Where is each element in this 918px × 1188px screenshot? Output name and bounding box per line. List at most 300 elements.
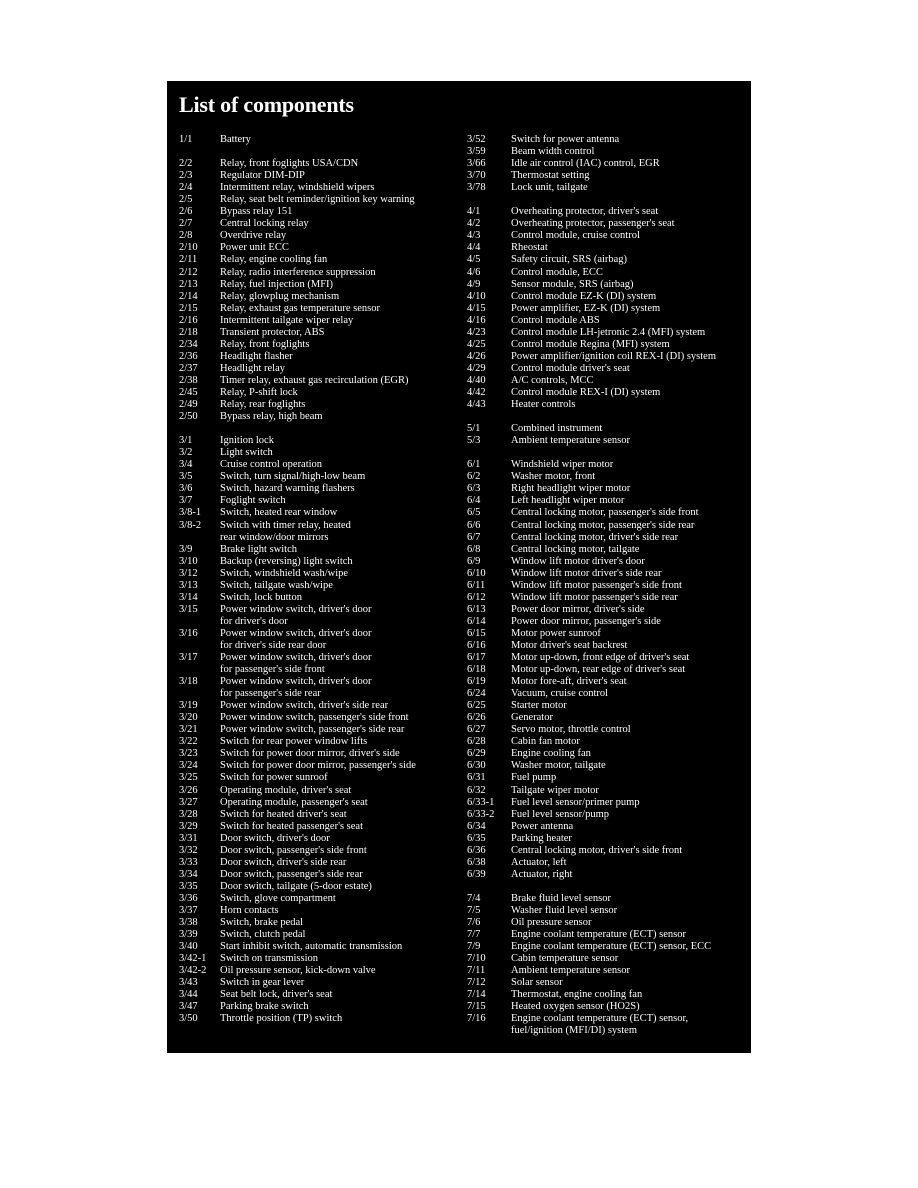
component-code: 4/42 xyxy=(467,386,486,398)
component-description: Combined instrument xyxy=(511,423,603,435)
component-code: 2/34 xyxy=(179,338,198,350)
component-row xyxy=(467,1025,749,1037)
component-description: Power window switch, passenger's side front xyxy=(220,712,409,724)
component-code: 6/24 xyxy=(467,688,486,700)
component-code: 7/5 xyxy=(467,905,481,916)
component-row xyxy=(179,688,459,700)
component-row xyxy=(467,291,749,303)
component-row xyxy=(467,459,749,471)
component-row xyxy=(179,146,459,158)
component-code: 1/1 xyxy=(179,134,193,145)
component-row xyxy=(179,821,459,833)
component-code: 4/15 xyxy=(467,302,486,314)
component-code: 2/50 xyxy=(179,411,198,423)
component-row xyxy=(467,218,749,230)
component-row xyxy=(179,809,459,821)
component-row xyxy=(179,628,459,640)
component-row xyxy=(467,748,749,760)
component-description: Door switch, passenger's side front xyxy=(220,844,367,856)
component-description: Control module EZ-K (DI) system xyxy=(511,290,657,302)
component-description: Window lift motor driver's side rear xyxy=(511,567,662,579)
component-row xyxy=(467,869,749,881)
component-code: 4/6 xyxy=(467,266,481,278)
component-code: 3/38 xyxy=(179,917,198,929)
components-panel xyxy=(167,81,751,1053)
component-code: 3/29 xyxy=(179,820,198,832)
component-description: Cabin temperature sensor xyxy=(511,953,619,965)
component-description: Switch, turn signal/high-low beam xyxy=(220,471,366,483)
component-row xyxy=(467,821,749,833)
component-code: 6/1 xyxy=(467,459,481,471)
component-code: 3/12 xyxy=(179,567,198,579)
component-description: Overheating protector, passenger's seat xyxy=(511,218,675,230)
component-code: 6/15 xyxy=(467,627,486,639)
component-code: 2/45 xyxy=(179,386,198,398)
component-row xyxy=(179,568,459,580)
component-description: Motor driver's seat backrest xyxy=(511,639,628,651)
component-row xyxy=(467,797,749,809)
component-code: 3/14 xyxy=(179,591,198,603)
component-description: Operating module, passenger's seat xyxy=(220,796,368,808)
component-row xyxy=(467,736,749,748)
component-code: 3/8-1 xyxy=(179,507,202,519)
component-description: Window lift motor driver's door xyxy=(511,555,645,567)
component-code: 6/5 xyxy=(467,507,481,519)
component-row xyxy=(467,688,749,700)
component-row xyxy=(179,182,459,194)
component-row xyxy=(467,194,749,206)
component-row xyxy=(467,965,749,977)
component-description: Parking brake switch xyxy=(220,1001,309,1013)
component-code: 3/7 xyxy=(179,495,193,507)
component-description: Oil pressure sensor, kick-down valve xyxy=(220,965,376,977)
component-row xyxy=(467,917,749,929)
component-description: Operating module, driver's seat xyxy=(220,784,352,796)
component-row xyxy=(467,206,749,218)
component-code: 6/35 xyxy=(467,832,486,844)
component-row xyxy=(467,387,749,399)
component-description: Actuator, right xyxy=(511,868,573,880)
component-row xyxy=(179,785,459,797)
component-row xyxy=(179,158,459,170)
component-description: Rheostat xyxy=(511,242,548,254)
component-code: 5/3 xyxy=(467,435,481,447)
component-description: Motor power sunroof xyxy=(511,627,601,639)
component-row xyxy=(467,471,749,483)
component-description: Overheating protector, driver's seat xyxy=(511,206,659,218)
component-description: Central locking motor, passenger's side rear xyxy=(511,519,695,531)
component-description: Central locking motor, driver's side rear xyxy=(511,531,679,543)
component-row xyxy=(467,315,749,327)
component-code: 2/8 xyxy=(179,230,193,242)
component-code: 3/24 xyxy=(179,760,198,772)
component-row xyxy=(467,303,749,315)
component-code: 4/26 xyxy=(467,350,486,362)
component-description: Overdrive relay xyxy=(220,230,287,242)
component-description: Solar sensor xyxy=(511,977,563,989)
component-code: 5/1 xyxy=(467,423,481,435)
component-code: 6/39 xyxy=(467,868,486,880)
component-code: 3/19 xyxy=(179,700,198,712)
component-code: 6/6 xyxy=(467,519,481,531)
component-row xyxy=(467,507,749,519)
component-code: 2/2 xyxy=(179,158,193,170)
component-row xyxy=(179,616,459,628)
component-description: Engine coolant temperature (ECT) sensor, ECC xyxy=(511,941,712,953)
component-code: 3/18 xyxy=(179,676,198,688)
component-code: 3/36 xyxy=(179,892,198,904)
component-description: Power door mirror, passenger's side xyxy=(511,615,661,627)
component-code: 3/13 xyxy=(179,579,198,591)
component-row xyxy=(179,845,459,857)
component-code: 6/2 xyxy=(467,471,481,483)
component-row xyxy=(467,182,749,194)
component-description: Relay, rear foglights xyxy=(220,399,306,411)
component-row xyxy=(179,351,459,363)
component-code: 7/11 xyxy=(467,965,486,977)
component-code: 3/66 xyxy=(467,158,486,170)
component-row xyxy=(467,363,749,375)
component-description: Oil pressure sensor xyxy=(511,917,592,929)
component-code: 3/43 xyxy=(179,977,198,989)
component-code: 6/33-2 xyxy=(467,808,495,820)
component-code: 2/11 xyxy=(179,254,198,266)
component-code: 3/23 xyxy=(179,748,198,760)
component-row xyxy=(467,1013,749,1025)
component-code: 4/4 xyxy=(467,242,481,254)
component-code: 3/26 xyxy=(179,784,198,796)
component-row xyxy=(467,267,749,279)
page-title: List of components xyxy=(179,92,354,117)
component-row xyxy=(467,760,749,772)
component-description: Door switch, driver's side rear xyxy=(220,856,347,868)
component-description: Switch for power sunroof xyxy=(220,772,328,784)
component-row xyxy=(179,339,459,351)
component-description: Motor up-down, rear edge of driver's seat xyxy=(511,664,686,676)
component-row xyxy=(179,965,459,977)
component-row xyxy=(467,700,749,712)
component-code: 3/52 xyxy=(467,134,486,145)
component-code: 6/30 xyxy=(467,760,486,772)
component-description: Switch for power door mirror, passenger's side xyxy=(220,760,416,772)
component-code: 3/33 xyxy=(179,856,198,868)
component-code: 4/23 xyxy=(467,326,486,338)
component-description: Relay, radio interference suppression xyxy=(220,266,376,278)
component-row xyxy=(179,833,459,845)
component-description: Washer motor, tailgate xyxy=(511,760,606,772)
component-row xyxy=(467,676,749,688)
component-description: Window lift motor passenger's side front xyxy=(511,579,682,591)
component-code: 7/10 xyxy=(467,953,486,965)
component-description: Engine coolant temperature (ECT) sensor xyxy=(511,929,686,941)
component-row xyxy=(179,640,459,652)
component-row xyxy=(179,760,459,772)
component-description: Starter motor xyxy=(511,700,567,712)
component-row xyxy=(179,712,459,724)
component-code: 2/14 xyxy=(179,290,198,302)
component-description: A/C controls, MCC xyxy=(511,374,594,386)
component-description: Relay, fuel injection (MFI) xyxy=(220,278,334,290)
component-row xyxy=(179,495,459,507)
component-code: 7/12 xyxy=(467,977,486,989)
component-row xyxy=(179,315,459,327)
component-code: 2/5 xyxy=(179,194,193,206)
component-row xyxy=(467,134,749,146)
component-row xyxy=(179,977,459,989)
component-row xyxy=(179,447,459,459)
component-code: 7/6 xyxy=(467,917,481,929)
component-code: 2/6 xyxy=(179,206,193,218)
component-row xyxy=(179,592,459,604)
component-description: Door switch, tailgate (5-door estate) xyxy=(220,880,372,892)
component-code: 6/10 xyxy=(467,567,486,579)
component-row xyxy=(179,375,459,387)
component-row xyxy=(179,459,459,471)
component-row xyxy=(467,604,749,616)
component-description: Idle air control (IAC) control, EGR xyxy=(511,158,660,170)
component-description: Switch, hazard warning flashers xyxy=(220,483,355,495)
component-row xyxy=(467,399,749,411)
component-description: Control module Regina (MFI) system xyxy=(511,338,670,350)
component-description: Control module, ECC xyxy=(511,266,603,278)
component-code: 7/4 xyxy=(467,892,481,904)
component-description: Power window switch, driver's door xyxy=(220,627,372,639)
component-code: 6/16 xyxy=(467,639,486,651)
component-row xyxy=(467,580,749,592)
component-code: 3/21 xyxy=(179,724,198,736)
component-code: 6/26 xyxy=(467,712,486,724)
component-code: 4/29 xyxy=(467,362,486,374)
component-row xyxy=(179,483,459,495)
component-description: Relay, front foglights USA/CDN xyxy=(220,158,359,170)
component-description: Fuel level sensor/pump xyxy=(511,808,609,820)
component-code: 2/16 xyxy=(179,314,198,326)
component-code: 4/2 xyxy=(467,218,481,230)
component-description: Power window switch, driver's door xyxy=(220,603,372,615)
component-description: for driver's door xyxy=(220,615,288,627)
component-code: 3/15 xyxy=(179,603,198,615)
component-row xyxy=(179,869,459,881)
component-code: 6/7 xyxy=(467,531,481,543)
component-row xyxy=(179,520,459,532)
component-code: 2/38 xyxy=(179,374,198,386)
component-row xyxy=(467,953,749,965)
component-description: Left headlight wiper motor xyxy=(511,495,625,507)
component-description: Right headlight wiper motor xyxy=(511,483,631,495)
component-row xyxy=(467,592,749,604)
component-code: 3/16 xyxy=(179,627,198,639)
component-code: 3/44 xyxy=(179,989,198,1001)
component-row xyxy=(467,435,749,447)
component-row xyxy=(467,881,749,893)
component-code: 6/28 xyxy=(467,736,486,748)
component-row xyxy=(179,303,459,315)
component-row xyxy=(179,206,459,218)
component-description: fuel/ignition (MFI/DI) system xyxy=(511,1025,637,1037)
component-row xyxy=(467,230,749,242)
component-description: Switch, heated rear window xyxy=(220,507,338,519)
component-row xyxy=(467,447,749,459)
component-row xyxy=(179,1001,459,1013)
component-row xyxy=(467,857,749,869)
component-description: Door switch, driver's door xyxy=(220,832,330,844)
component-description: Foglight switch xyxy=(220,495,286,507)
component-code: 6/36 xyxy=(467,844,486,856)
component-description: Fuel level sensor/primer pump xyxy=(511,796,640,808)
component-code: 3/10 xyxy=(179,555,198,567)
component-row xyxy=(467,339,749,351)
component-code: 6/8 xyxy=(467,543,481,555)
component-row xyxy=(179,700,459,712)
component-description: Light switch xyxy=(220,447,273,459)
component-description: Power amplifier, EZ-K (DI) system xyxy=(511,302,661,314)
component-row xyxy=(179,134,459,146)
component-description: Generator xyxy=(511,712,553,724)
component-description: Power window switch, driver's side rear xyxy=(220,700,389,712)
component-row xyxy=(179,423,459,435)
component-row xyxy=(467,411,749,423)
component-description: Ignition lock xyxy=(220,435,274,447)
component-row xyxy=(179,242,459,254)
component-code: 6/14 xyxy=(467,615,486,627)
component-row xyxy=(179,267,459,279)
component-description: Vacuum, cruise control xyxy=(511,688,609,700)
component-row xyxy=(467,989,749,1001)
component-code: 3/9 xyxy=(179,543,193,555)
component-row xyxy=(179,857,459,869)
component-code: 4/3 xyxy=(467,230,481,242)
component-code: 2/3 xyxy=(179,170,193,182)
component-row xyxy=(467,568,749,580)
component-description: Transient protector, ABS xyxy=(220,326,325,338)
component-description: Bypass relay 151 xyxy=(220,206,293,218)
component-row xyxy=(467,158,749,170)
component-description: Switch for heated passenger's seat xyxy=(220,820,364,832)
component-code: 3/28 xyxy=(179,808,198,820)
component-description: Safety circuit, SRS (airbag) xyxy=(511,254,628,266)
component-row xyxy=(467,544,749,556)
component-row xyxy=(179,279,459,291)
component-row xyxy=(467,929,749,941)
component-description: Sensor module, SRS (airbag) xyxy=(511,278,634,290)
component-code: 3/34 xyxy=(179,868,198,880)
component-row xyxy=(179,989,459,1001)
component-row xyxy=(179,917,459,929)
component-description: Regulator DIM-DIP xyxy=(220,170,305,182)
component-description: Actuator, left xyxy=(511,856,567,868)
component-row xyxy=(179,387,459,399)
component-code: 4/16 xyxy=(467,314,486,326)
component-row xyxy=(467,375,749,387)
component-code: 2/18 xyxy=(179,326,198,338)
component-description: for passenger's side front xyxy=(220,664,325,676)
component-row xyxy=(179,218,459,230)
component-row xyxy=(179,941,459,953)
component-row xyxy=(179,893,459,905)
component-row xyxy=(467,170,749,182)
component-description: Switch with timer relay, heated xyxy=(220,519,351,531)
component-code: 3/70 xyxy=(467,170,486,182)
component-code: 2/15 xyxy=(179,302,198,314)
component-description: Thermostat setting xyxy=(511,170,590,182)
component-description: Windshield wiper motor xyxy=(511,459,614,471)
component-row xyxy=(467,640,749,652)
component-description: Ambient temperature sensor xyxy=(511,965,630,977)
component-code: 4/5 xyxy=(467,254,481,266)
component-code: 3/50 xyxy=(179,1013,198,1025)
component-row xyxy=(179,544,459,556)
component-description: Central locking motor, driver's side front xyxy=(511,844,683,856)
component-description: Switch, windshield wash/wipe xyxy=(220,567,349,579)
component-description: Switch, tailgate wash/wipe xyxy=(220,579,333,591)
component-description: Cruise control operation xyxy=(220,459,323,471)
component-code: 3/39 xyxy=(179,929,198,941)
component-code: 3/40 xyxy=(179,941,198,953)
component-row xyxy=(467,242,749,254)
component-row xyxy=(467,724,749,736)
component-description: Motor up-down, front edge of driver's seat xyxy=(511,652,690,664)
component-description: Switch for power antenna xyxy=(511,134,620,145)
component-description: Relay, glowplug mechanism xyxy=(220,290,340,302)
component-row xyxy=(467,423,749,435)
component-description: Thermostat, engine cooling fan xyxy=(511,989,643,1001)
component-row xyxy=(179,291,459,303)
component-description: Intermittent tailgate wiper relay xyxy=(220,314,354,326)
component-row xyxy=(467,772,749,784)
component-code: 2/13 xyxy=(179,278,198,290)
component-code: 3/31 xyxy=(179,832,198,844)
component-row xyxy=(179,471,459,483)
component-code: 3/37 xyxy=(179,905,198,916)
component-description: Heated oxygen sensor (HO2S) xyxy=(511,1001,640,1013)
component-code: 7/16 xyxy=(467,1013,486,1025)
component-description: Power antenna xyxy=(511,820,574,832)
component-row xyxy=(179,736,459,748)
component-code: 2/37 xyxy=(179,362,198,374)
component-description: Switch for power door mirror, driver's side xyxy=(220,748,400,760)
component-row xyxy=(179,676,459,688)
component-description: Switch in gear lever xyxy=(220,977,305,989)
component-code: 3/35 xyxy=(179,880,198,892)
component-description: Fuel pump xyxy=(511,772,557,784)
component-description: Headlight flasher xyxy=(220,350,293,362)
component-row xyxy=(179,881,459,893)
component-code: 3/2 xyxy=(179,447,193,459)
component-code: 4/1 xyxy=(467,206,481,218)
component-description: Beam width control xyxy=(511,146,595,158)
component-code: 3/25 xyxy=(179,772,198,784)
component-description: Switch, glove compartment xyxy=(220,892,336,904)
component-code: 3/59 xyxy=(467,146,486,158)
component-description: Switch, clutch pedal xyxy=(220,929,306,941)
component-row xyxy=(467,833,749,845)
component-description: Power window switch, driver's door xyxy=(220,652,372,664)
component-row xyxy=(179,230,459,242)
component-code: 6/19 xyxy=(467,676,486,688)
component-description: Switch, lock button xyxy=(220,591,302,603)
component-row xyxy=(467,279,749,291)
component-description: Relay, front foglights xyxy=(220,338,310,350)
component-description: Switch on transmission xyxy=(220,953,319,965)
component-code: 6/32 xyxy=(467,784,486,796)
component-code: 2/12 xyxy=(179,266,198,278)
component-code: 3/20 xyxy=(179,712,198,724)
component-description: Brake light switch xyxy=(220,543,297,555)
component-row xyxy=(467,664,749,676)
component-description: Start inhibit switch, automatic transmission xyxy=(220,941,403,953)
component-code: 7/7 xyxy=(467,929,481,941)
component-code: 3/17 xyxy=(179,652,198,664)
